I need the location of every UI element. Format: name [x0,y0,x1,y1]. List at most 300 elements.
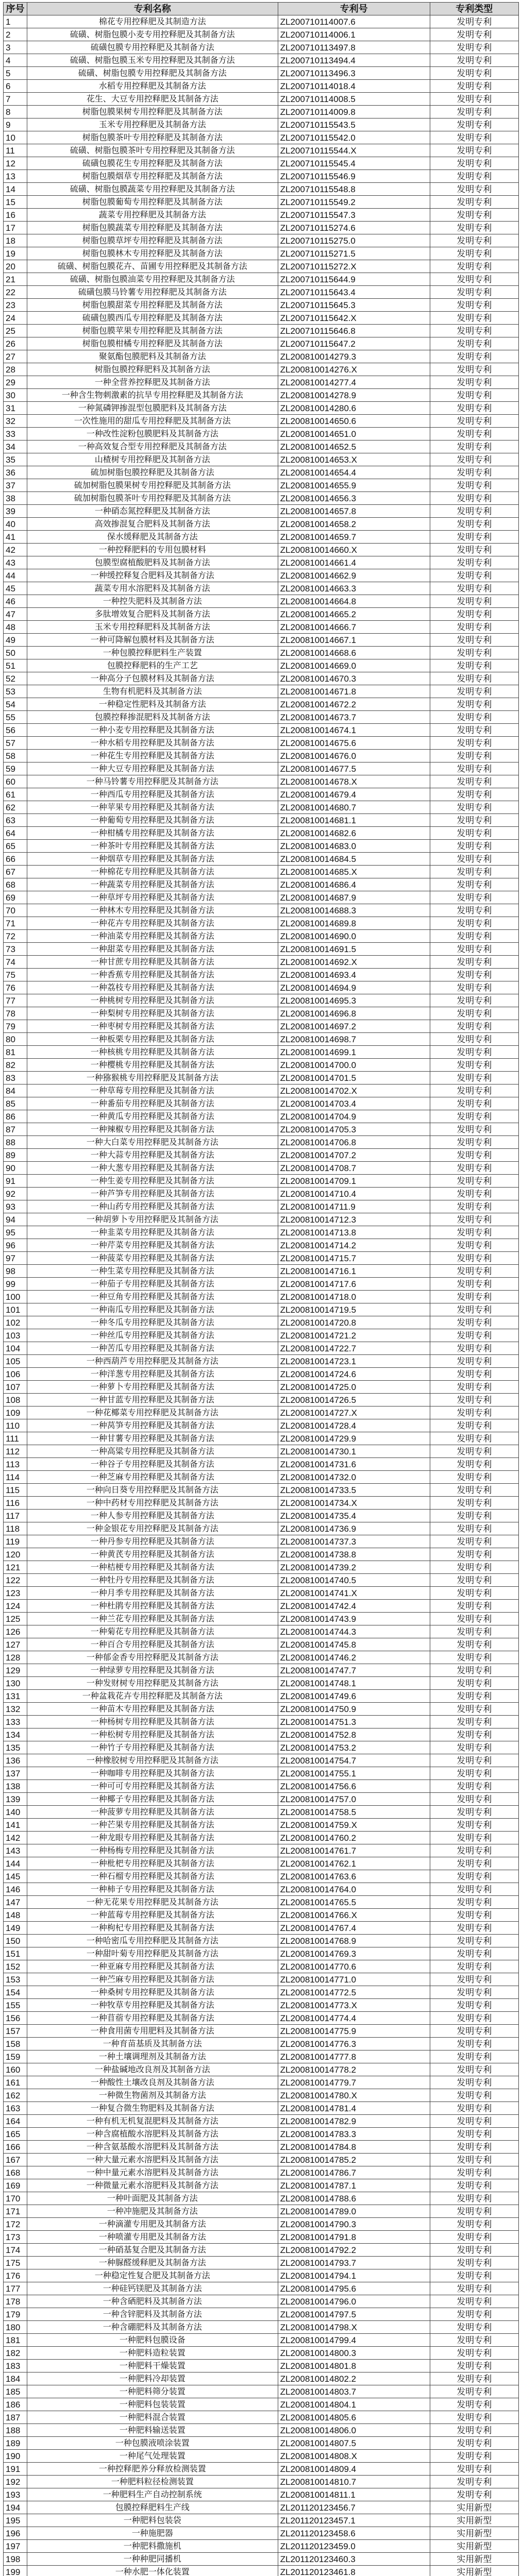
table-row [4,1883,519,1896]
cell-patent-number: ZL200810014753.2 [278,1741,430,1754]
cell-serial-no: 37 [4,479,27,492]
cell-serial-no: 67 [4,866,27,878]
cell-serial-no: 93 [4,1200,27,1213]
cell-patent-type: 发明专利 [430,2089,518,2102]
cell-patent-name: 一种甜菜专用控释肥及其制备方法 [27,943,278,956]
table-row [4,2385,519,2398]
cell-patent-number: ZL200710115272.X [278,260,430,273]
cell-patent-number: ZL200810014702.X [278,1084,430,1097]
cell-patent-name: 一种绿萝专用控释肥及其制备方法 [27,1664,278,1677]
table-row [4,1587,519,1600]
cell-patent-type: 发明专利 [430,801,518,814]
cell-patent-name: 一种可降解包膜材料及其制备方法 [27,634,278,647]
cell-serial-no: 124 [4,1600,27,1613]
cell-patent-number: ZL200810014712.3 [278,1213,430,1226]
cell-patent-name: 硫加树脂包膜茶叶专用控释肥及其制备方法 [27,492,278,505]
cell-patent-name: 一种菠萝专用控释肥及其制备方法 [27,1806,278,1819]
cell-patent-type: 发明专利 [430,981,518,994]
table-row [4,1355,519,1368]
cell-patent-type: 发明专利 [430,1303,518,1316]
cell-serial-no: 131 [4,1690,27,1703]
table-row [4,775,519,788]
cell-patent-number: ZL200810014670.3 [278,672,430,685]
table-row [4,1780,519,1793]
table-row [4,737,519,750]
cell-serial-no: 19 [4,247,27,260]
header-row [4,3,519,15]
table-row [4,325,519,337]
cell-patent-name: 一种甘薯专用控释肥及其制备方法 [27,1432,278,1445]
cell-serial-no: 162 [4,2089,27,2102]
cell-patent-number: ZL200810014727.X [278,1406,430,1419]
cell-patent-name: 一种甜叶菊专用控释肥及其制备方法 [27,1947,278,1960]
cell-patent-name: 一种枣树专用控释肥及其制备方法 [27,1020,278,1033]
cell-serial-no: 91 [4,1175,27,1188]
cell-serial-no: 3 [4,41,27,54]
cell-serial-no: 15 [4,196,27,209]
table-row [4,2154,519,2166]
cell-patent-type: 发明专利 [430,2476,518,2488]
cell-patent-number: ZL200710113494.4 [278,54,430,67]
cell-patent-type: 发明专利 [430,144,518,157]
table-row [4,2192,519,2205]
cell-patent-number: ZL200810014787.1 [278,2179,430,2192]
cell-patent-name: 包膜控释肥料生产线 [27,2501,278,2514]
cell-patent-name: 一种肥料干燥装置 [27,2360,278,2372]
cell-patent-number: ZL200810014733.5 [278,1484,430,1497]
cell-serial-no: 103 [4,1329,27,1342]
table-row [4,1832,519,1844]
table-row [4,2231,519,2244]
cell-patent-number: ZL200810014710.4 [278,1188,430,1200]
cell-serial-no: 114 [4,1471,27,1484]
cell-patent-type: 发明专利 [430,2450,518,2463]
cell-patent-name: 一种大豆专用控释肥及其制备方法 [27,762,278,775]
cell-serial-no: 113 [4,1458,27,1471]
cell-serial-no: 13 [4,170,27,183]
cell-serial-no: 36 [4,466,27,479]
table-row [4,1175,519,1188]
table-row [4,273,519,286]
cell-patent-name: 一种谷子专用控释肥及其制备方法 [27,1458,278,1471]
cell-patent-number: ZL200810014755.1 [278,1767,430,1780]
table-row [4,363,519,376]
cell-patent-number: ZL200810014276.X [278,363,430,376]
cell-patent-number: ZL200710115275.0 [278,234,430,247]
cell-patent-name: 一种生菜专用控释肥及其制备方法 [27,1265,278,1278]
cell-patent-name: 一种桑树专用控释肥及其制备方法 [27,1986,278,1999]
cell-patent-name: 硫加树脂包膜果树专用控释肥及其制备方法 [27,479,278,492]
cell-patent-number: ZL200810014740.5 [278,1574,430,1587]
table-row [4,814,519,827]
cell-patent-name: 一种荔枝专用控释肥及其制备方法 [27,981,278,994]
cell-patent-type: 发明专利 [430,1162,518,1175]
patent-table [3,2,519,2576]
cell-patent-type: 发明专利 [430,1007,518,1020]
cell-patent-number: ZL200810014705.3 [278,1123,430,1136]
cell-patent-name: 树脂包膜蔬菜专用控释肥及其制备方法 [27,222,278,234]
cell-serial-no: 61 [4,788,27,801]
cell-serial-no: 24 [4,312,27,325]
cell-serial-no: 78 [4,1007,27,1020]
cell-serial-no: 53 [4,685,27,698]
cell-serial-no: 198 [4,2553,27,2566]
table-row [4,1252,519,1265]
cell-patent-type: 发明专利 [430,737,518,750]
cell-patent-name: 一种蓝莓专用控释肥及其制备方法 [27,1909,278,1922]
cell-patent-number: ZL200810014767.4 [278,1922,430,1935]
cell-patent-number: ZL200810014784.8 [278,2141,430,2154]
table-row [4,2063,519,2076]
cell-serial-no: 2 [4,28,27,41]
table-row [4,2463,519,2476]
cell-patent-type: 发明专利 [430,2360,518,2372]
table-row [4,415,519,428]
cell-patent-type: 发明专利 [430,2347,518,2360]
table-row [4,286,519,299]
cell-patent-name: 硫磺包膜花生专用控释肥及其制备方法 [27,157,278,170]
cell-serial-no: 165 [4,2128,27,2141]
table-row [4,2269,519,2282]
cell-patent-name: 一种牧草专用控释肥及其制备方法 [27,1999,278,2012]
table-row [4,582,519,595]
table-row [4,556,519,569]
cell-patent-name: 一种黄瓜专用控释肥及其制备方法 [27,1110,278,1123]
cell-serial-no: 98 [4,1265,27,1278]
table-row [4,1728,519,1741]
cell-serial-no: 32 [4,415,27,428]
cell-patent-number: ZL200810014713.8 [278,1226,430,1239]
table-row [4,1458,519,1471]
cell-patent-number: ZL200810014754.7 [278,1754,430,1767]
table-row [4,840,519,853]
cell-patent-name: 一种胡萝卜专用控释肥及其制备方法 [27,1213,278,1226]
cell-serial-no: 50 [4,647,27,659]
cell-patent-name: 一种喷灌专用肥及其制备方法 [27,2231,278,2244]
cell-patent-name: 一种黄芪专用控释肥及其制备方法 [27,1548,278,1561]
cell-patent-type: 发明专利 [430,569,518,582]
table-row [4,2102,519,2115]
cell-patent-number: ZL200810014768.9 [278,1935,430,1947]
cell-serial-no: 115 [4,1484,27,1497]
table-row [4,2527,519,2540]
cell-patent-name: 硫磺、树脂包膜蔬菜专用控释肥及其制备方法 [27,183,278,196]
table-row [4,1754,519,1767]
table-row [4,1522,519,1535]
cell-patent-type: 发明专利 [430,518,518,531]
cell-patent-number: ZL200810014692.X [278,956,430,969]
cell-patent-name: 一种花椰菜专用控释肥及其制备方法 [27,1406,278,1419]
cell-patent-number: ZL200810014792.2 [278,2244,430,2257]
cell-patent-name: 一种高粱专用控释肥及其制备方法 [27,1445,278,1458]
table-row [4,904,519,917]
cell-patent-name: 一种叶面肥及其制备方法 [27,2192,278,2205]
cell-patent-number: ZL200710114007.6 [278,15,430,28]
cell-patent-name: 一种哈密瓜专用控释肥及其制备方法 [27,1935,278,1947]
cell-serial-no: 116 [4,1497,27,1510]
cell-patent-number: ZL200810014806.0 [278,2424,430,2437]
cell-patent-number: ZL200810014793.7 [278,2257,430,2269]
cell-patent-name: 一种柑橘专用控释肥及其制备方法 [27,827,278,840]
cell-serial-no: 163 [4,2102,27,2115]
cell-patent-type: 发明专利 [430,1213,518,1226]
cell-patent-type: 发明专利 [430,930,518,943]
table-row [4,1149,519,1162]
cell-serial-no: 104 [4,1342,27,1355]
cell-patent-name: 硫磺、树脂包膜油菜专用控释肥及其制备方法 [27,273,278,286]
cell-serial-no: 52 [4,672,27,685]
cell-patent-number: ZL200710115543.5 [278,118,430,131]
table-row [4,1497,519,1510]
cell-serial-no: 100 [4,1291,27,1303]
cell-serial-no: 28 [4,363,27,376]
cell-patent-type: 发明专利 [430,1368,518,1381]
cell-serial-no: 130 [4,1677,27,1690]
cell-patent-name: 聚氨酯包膜肥料及其制备方法 [27,350,278,363]
cell-patent-type: 发明专利 [430,402,518,415]
cell-serial-no: 156 [4,2012,27,2025]
cell-patent-number: ZL200810014801.8 [278,2360,430,2372]
cell-patent-type: 发明专利 [430,1522,518,1535]
cell-patent-type: 发明专利 [430,647,518,659]
cell-patent-number: ZL200810014765.5 [278,1896,430,1909]
cell-patent-number: ZL200810014704.9 [278,1110,430,1123]
table-row [4,2038,519,2050]
table-row [4,15,519,28]
cell-patent-type: 发明专利 [430,1587,518,1600]
cell-patent-type: 发明专利 [430,2115,518,2128]
cell-patent-type: 发明专利 [430,1072,518,1084]
cell-patent-type: 发明专利 [430,67,518,80]
cell-serial-no: 70 [4,904,27,917]
table-row [4,1239,519,1252]
cell-patent-type: 发明专利 [430,1329,518,1342]
cell-patent-type: 发明专利 [430,878,518,891]
cell-serial-no: 195 [4,2514,27,2527]
cell-patent-name: 一种亚麻专用控释肥及其制备方法 [27,1960,278,1973]
cell-patent-number: ZL200810014780.X [278,2089,430,2102]
cell-serial-no: 194 [4,2501,27,2514]
cell-patent-number: ZL200810014736.9 [278,1522,430,1535]
cell-patent-name: 一种控失肥料及其制备方法 [27,595,278,608]
table-row [4,981,519,994]
cell-patent-type: 发明专利 [430,840,518,853]
cell-patent-type: 发明专利 [430,1728,518,1741]
cell-patent-number: ZL200810014660.X [278,544,430,556]
cell-patent-type: 发明专利 [430,389,518,402]
table-row [4,1381,519,1394]
cell-serial-no: 87 [4,1123,27,1136]
cell-patent-number: ZL200710115271.5 [278,247,430,260]
cell-patent-name: 一种无花果专用控释肥及其制备方法 [27,1896,278,1909]
cell-patent-name: 一种可可专用控释肥及其制备方法 [27,1780,278,1793]
cell-patent-number: ZL201120123461.8 [278,2566,430,2576]
cell-patent-number: ZL200810014763.6 [278,1870,430,1883]
cell-patent-type: 发明专利 [430,350,518,363]
table-row [4,1510,519,1522]
cell-serial-no: 161 [4,2076,27,2089]
cell-patent-name: 一种肥料混合装置 [27,2411,278,2424]
table-row [4,595,519,608]
table-row [4,2179,519,2192]
cell-patent-name: 蔬菜专用控释肥及其制备方法 [27,209,278,222]
cell-patent-name: 一种甘蓝专用控释肥及其制备方法 [27,1394,278,1406]
cell-patent-type: 发明专利 [430,2050,518,2063]
cell-patent-number: ZL200810014779.7 [278,2076,430,2089]
cell-patent-name: 一种食用菌专用肥料及其制备方法 [27,2025,278,2038]
table-row [4,544,519,556]
cell-patent-type: 发明专利 [430,299,518,312]
cell-serial-no: 82 [4,1059,27,1072]
table-row [4,144,519,157]
cell-patent-name: 一种肥料筛分装置 [27,2385,278,2398]
cell-patent-number: ZL200810014665.2 [278,608,430,621]
cell-patent-name: 树脂包膜果树专用控释肥及其制备方法 [27,106,278,118]
cell-patent-type: 发明专利 [430,260,518,273]
cell-patent-type: 实用新型 [430,2553,518,2566]
cell-patent-type: 发明专利 [430,1883,518,1896]
cell-patent-name: 高效掺混复合肥料及其制备方法 [27,518,278,531]
cell-patent-name: 一种肥料包装装置 [27,2398,278,2411]
cell-patent-number: ZL200810014783.3 [278,2128,430,2141]
cell-serial-no: 197 [4,2540,27,2553]
cell-serial-no: 96 [4,1239,27,1252]
header-patent-number: 专利号 [278,3,430,15]
cell-patent-number: ZL200810014760.2 [278,1832,430,1844]
cell-patent-type: 发明专利 [430,466,518,479]
table-row [4,1007,519,1020]
cell-patent-type: 发明专利 [430,2411,518,2424]
cell-patent-name: 树脂包膜林木专用控释肥及其制备方法 [27,247,278,260]
cell-patent-type: 发明专利 [430,453,518,466]
cell-patent-name: 一种发财树专用控释肥及其制备方法 [27,1677,278,1690]
table-row [4,1406,519,1419]
cell-patent-name: 一种大蒜专用控释肥及其制备方法 [27,1149,278,1162]
cell-serial-no: 143 [4,1844,27,1857]
cell-serial-no: 85 [4,1097,27,1110]
cell-patent-name: 一种肥料包膜设备 [27,2334,278,2347]
table-row [4,1342,519,1355]
cell-serial-no: 158 [4,2038,27,2050]
cell-patent-number: ZL200810014764.0 [278,1883,430,1896]
cell-patent-name: 一种枇杷专用控释肥及其制备方法 [27,1857,278,1870]
cell-serial-no: 160 [4,2063,27,2076]
cell-patent-number: ZL200810014746.2 [278,1651,430,1664]
cell-patent-type: 发明专利 [430,15,518,28]
cell-patent-number: ZL200810014771.0 [278,1973,430,1986]
cell-patent-name: 一种椰子专用控释肥及其制备方法 [27,1793,278,1806]
cell-patent-number: ZL200810014696.8 [278,1007,430,1020]
cell-patent-name: 一种尾气处理装置 [27,2450,278,2463]
cell-patent-type: 发明专利 [430,1110,518,1123]
cell-serial-no: 169 [4,2179,27,2192]
table-row [4,2437,519,2450]
table-row [4,350,519,363]
table-row [4,1896,519,1909]
cell-patent-number: ZL200810014701.5 [278,1072,430,1084]
cell-serial-no: 94 [4,1213,27,1226]
cell-patent-number: ZL200710115548.8 [278,183,430,196]
cell-patent-type: 发明专利 [430,1394,518,1406]
cell-serial-no: 4 [4,54,27,67]
cell-serial-no: 1 [4,15,27,28]
cell-patent-type: 发明专利 [430,28,518,41]
cell-patent-number: ZL200810014722.7 [278,1342,430,1355]
cell-patent-name: 一种含氨基酸水溶肥料及其制备方法 [27,2141,278,2154]
cell-patent-number: ZL200810014681.1 [278,814,430,827]
table-row [4,917,519,930]
table-row [4,1857,519,1870]
table-row [4,672,519,685]
cell-patent-name: 包膜控释掺混肥料及其制备方法 [27,711,278,724]
cell-patent-name: 树脂包膜控释肥料及其制备方法 [27,363,278,376]
cell-serial-no: 9 [4,118,27,131]
cell-patent-number: ZL200810014735.4 [278,1510,430,1522]
cell-patent-type: 发明专利 [430,1291,518,1303]
table-row [4,299,519,312]
table-row [4,2553,519,2566]
cell-patent-type: 发明专利 [430,325,518,337]
cell-serial-no: 188 [4,2424,27,2437]
cell-serial-no: 150 [4,1935,27,1947]
cell-patent-type: 发明专利 [430,788,518,801]
table-row [4,479,519,492]
table-row [4,1303,519,1316]
cell-patent-number: ZL200810014759.X [278,1819,430,1832]
cell-patent-name: 一种马铃薯专用控释肥及其制备方法 [27,775,278,788]
cell-patent-type: 发明专利 [430,1059,518,1072]
cell-patent-name: 一种芹菜专用控释肥及其制备方法 [27,1239,278,1252]
cell-patent-name: 一种烟草专用控释肥及其制备方法 [27,853,278,866]
cell-patent-number: ZL200810014777.8 [278,2050,430,2063]
cell-patent-type: 发明专利 [430,2218,518,2231]
cell-patent-number: ZL200810014745.8 [278,1638,430,1651]
cell-patent-type: 发明专利 [430,1020,518,1033]
cell-serial-no: 79 [4,1020,27,1033]
cell-patent-number: ZL200810014800.3 [278,2347,430,2360]
table-row [4,1986,519,1999]
cell-patent-type: 发明专利 [430,1960,518,1973]
table-row [4,402,519,415]
table-row [4,1716,519,1728]
cell-patent-name: 一种松树专用控释肥及其制备方法 [27,1728,278,1741]
cell-serial-no: 99 [4,1278,27,1291]
cell-patent-number: ZL200710115546.9 [278,170,430,183]
cell-patent-name: 一种草坪专用控释肥及其制备方法 [27,891,278,904]
cell-patent-name: 一种郁金香专用控释肥及其制备方法 [27,1651,278,1664]
cell-serial-no: 105 [4,1355,27,1368]
table-row [4,1316,519,1329]
cell-serial-no: 23 [4,299,27,312]
cell-patent-type: 发明专利 [430,724,518,737]
cell-patent-type: 发明专利 [430,685,518,698]
cell-serial-no: 136 [4,1754,27,1767]
cell-patent-name: 一种肥料冷却装置 [27,2372,278,2385]
cell-patent-name: 一种脲醛缓释肥及其制备方法 [27,2257,278,2269]
cell-patent-type: 发明专利 [430,1188,518,1200]
cell-serial-no: 144 [4,1857,27,1870]
cell-patent-type: 发明专利 [430,492,518,505]
cell-patent-number: ZL200810014667.1 [278,634,430,647]
cell-patent-number: ZL200810014709.1 [278,1175,430,1188]
cell-patent-type: 发明专利 [430,2192,518,2205]
cell-patent-name: 一种草莓专用控释肥及其制备方法 [27,1084,278,1097]
cell-patent-type: 发明专利 [430,1857,518,1870]
cell-patent-type: 发明专利 [430,904,518,917]
cell-patent-type: 发明专利 [430,1510,518,1522]
cell-patent-number: ZL200710114018.4 [278,80,430,93]
cell-patent-type: 发明专利 [430,698,518,711]
